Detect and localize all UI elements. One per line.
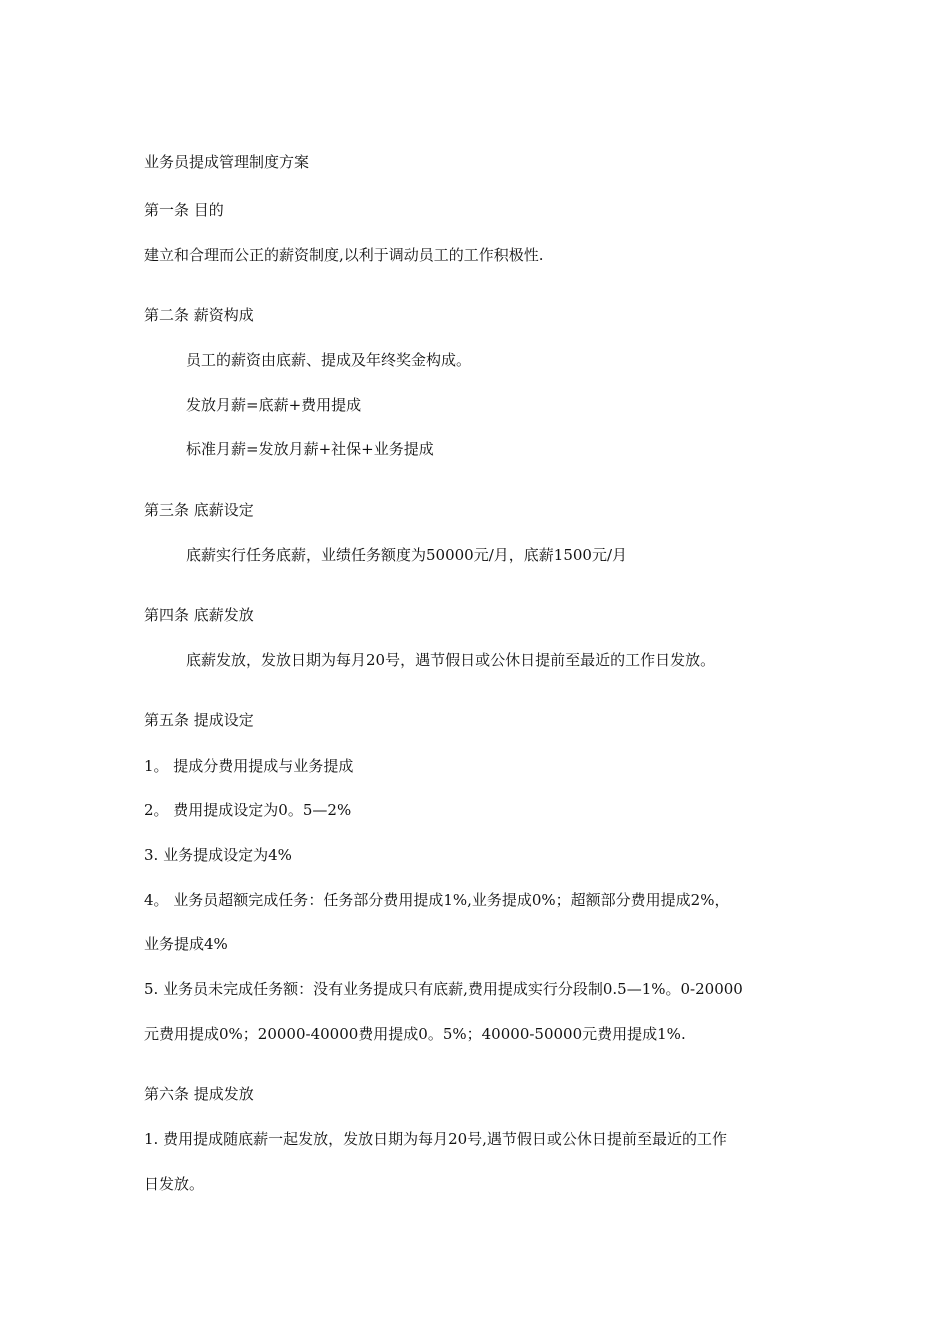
article-5-item-5-cont: 元费用提成0%；20000-40000费用提成0。5%；40000-50000元费用提成1%. [144, 1025, 686, 1043]
article-2-line-1: 员工的薪资由底薪、提成及年终奖金构成。 [186, 351, 472, 369]
article-6-heading: 第六条 提成发放 [144, 1085, 254, 1103]
article-2-line-3: 标准月薪=发放月薪+社保+业务提成 [186, 440, 434, 458]
article-3-text: 底薪实行任务底薪，业绩任务额度为50000元/月，底薪1500元/月 [186, 546, 628, 564]
article-5-item-5: 5. 业务员未完成任务额：没有业务提成只有底薪,费用提成实行分段制0.5—1%。0-20000 [144, 980, 743, 998]
article-5-item-4-cont: 业务提成4% [144, 935, 228, 953]
article-5-item-4: 4。 业务员超额完成任务：任务部分费用提成1%,业务提成0%；超额部分费用提成2%， [144, 891, 730, 909]
article-3-heading: 第三条 底薪设定 [144, 501, 254, 519]
article-2-heading: 第二条 薪资构成 [144, 306, 254, 324]
document-title: 业务员提成管理制度方案 [144, 153, 310, 171]
article-6-item-1-cont: 日发放。 [144, 1175, 205, 1193]
article-1-text: 建立和合理而公正的薪资制度,以利于调动员工的工作积极性. [144, 246, 544, 264]
article-1-heading: 第一条 目的 [144, 201, 224, 219]
article-6-item-1: 1. 费用提成随底薪一起发放，发放日期为每月20号,遇节假日或公休日提前至最近的工作 [144, 1130, 727, 1148]
article-4-text: 底薪发放，发放日期为每月20号，遇节假日或公休日提前至最近的工作日发放。 [186, 651, 716, 669]
article-2-line-2: 发放月薪=底薪+费用提成 [186, 396, 362, 414]
article-5-item-2: 2。 费用提成设定为0。5—2% [144, 801, 352, 819]
article-5-item-1: 1。 提成分费用提成与业务提成 [144, 757, 354, 775]
article-5-heading: 第五条 提成设定 [144, 711, 254, 729]
article-5-item-3: 3. 业务提成设定为4% [144, 846, 292, 864]
article-4-heading: 第四条 底薪发放 [144, 606, 254, 624]
